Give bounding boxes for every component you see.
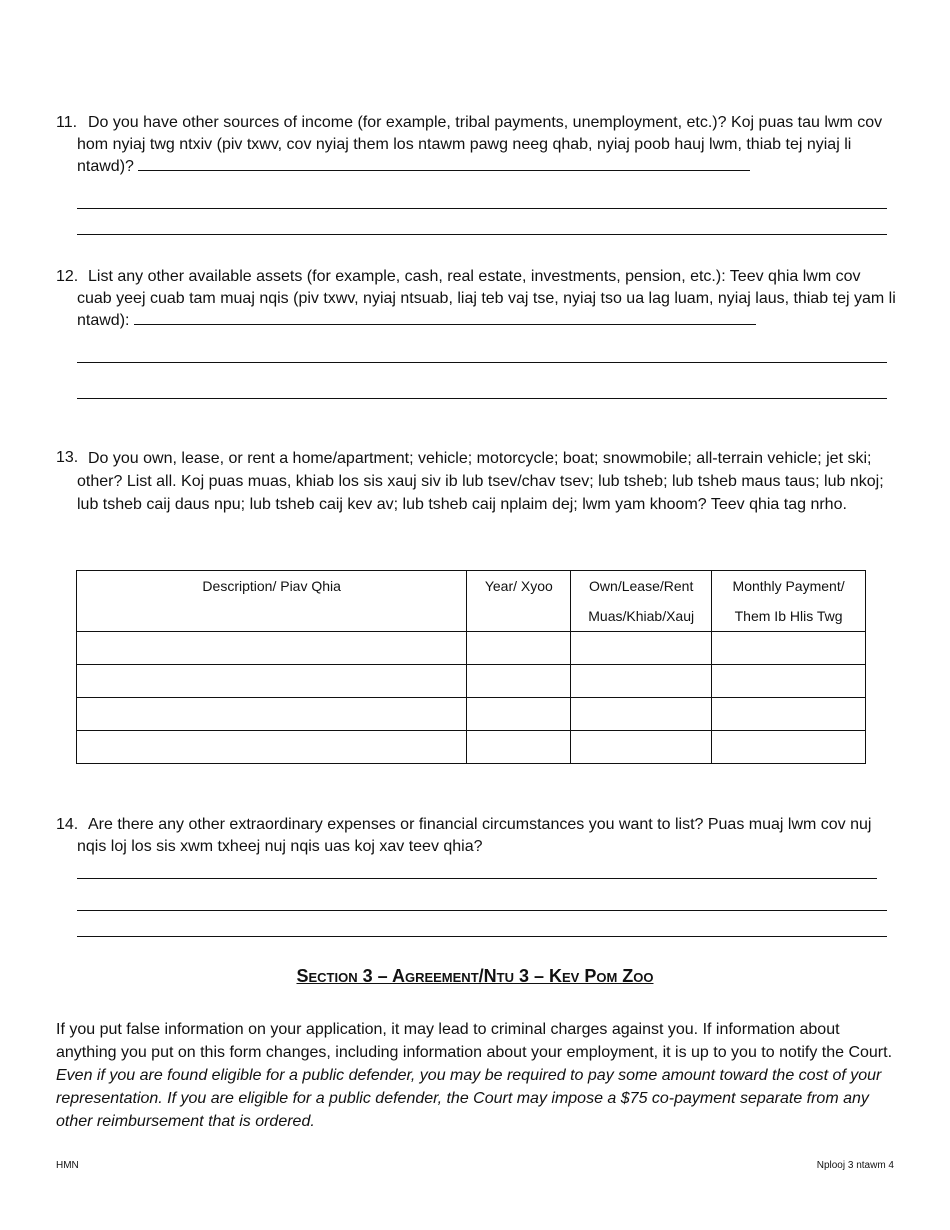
question-text: Do you own, lease, or rent a home/apartment; vehicle; motorcycle; boat; snowmobile; all-terrain vehicle; jet ski; other? List all. Koj puas muas, khiab los sis xauj siv ib lub tsev/chav tsev; lub tsheb; lub tsheb maus taus; lub nkoj; lub tsheb caij daus npu; lub tsheb caij kev av; lub tsheb caij nplaim dej; lwm yam khoom? Teev qhia tag nrho. — [77, 450, 884, 513]
question-number: 13. — [56, 449, 79, 466]
header-label: Own/Lease/Rent — [589, 578, 694, 594]
table-cell[interactable] — [467, 731, 571, 764]
header-label: Year/ Xyoo — [484, 578, 553, 594]
table-row — [77, 698, 866, 731]
footer-page-number: Nplooj 3 ntawm 4 — [816, 1160, 894, 1171]
table-row — [77, 632, 866, 665]
question-text: List any other available assets (for example, cash, real estate, investments, pension, etc.): Teev qhia lwm cov cuab yeej cuab tam muaj nqis (piv txwv, nyiaj ntsuab, liaj teb vaj tse, nyiaj tso ua lag luam, nyiaj laus, thiab tej yam li ntawd): — [77, 268, 896, 329]
table-cell[interactable] — [467, 665, 571, 698]
header-label: Them Ib Hlis Twg — [734, 608, 843, 624]
header-label: Monthly Payment/ — [732, 578, 845, 594]
section-heading — [0, 966, 950, 987]
answer-line[interactable] — [77, 208, 887, 209]
question-text: Do you have other sources of income (for example, tribal payments, unemployment, etc.)? Koj puas tau lwm cov hom nyiaj twg ntxiv (piv txwv, cov nyiaj them los ntawm pawg neeg qhab, nyiaj poob hauj lwm, thiab tej nyiaj li ntawd)? — [77, 114, 883, 175]
table-cell[interactable] — [77, 665, 467, 698]
answer-line[interactable] — [138, 156, 750, 171]
table-cell[interactable] — [77, 731, 467, 764]
section-title: Section 3 – Agreement/Ntu 3 – Kev Pom Zoo — [296, 966, 654, 986]
table-cell[interactable] — [712, 731, 866, 764]
table-cell[interactable] — [467, 632, 571, 665]
question-number: 12. — [56, 268, 79, 285]
agreement-italic-text: Even if you are found eligible for a public defender, you may be required to pay some amount toward the cost of your representation. If you are eligible for a public defender, the Court may impose a $75 co-payment separate from any other reimbursement that is ordered. — [56, 1067, 882, 1130]
question-11 — [56, 112, 896, 178]
table-cell[interactable] — [77, 698, 467, 731]
footer-language-code: HMN — [56, 1160, 79, 1171]
question-12 — [56, 266, 896, 332]
answer-line[interactable] — [77, 398, 887, 399]
assets-table — [76, 570, 866, 764]
table-cell[interactable] — [571, 665, 712, 698]
table-row — [77, 665, 866, 698]
answer-line[interactable] — [77, 910, 887, 911]
answer-line[interactable] — [77, 878, 877, 879]
header-label: Description/ Piav Qhia — [202, 578, 341, 594]
agreement-text: If you put false information on your application, it may lead to criminal charges against you. If information about anything you put on this form changes, including information about your employment, it is up to you to notify the Court. — [56, 1021, 893, 1061]
header-monthly-payment — [712, 571, 866, 632]
table-cell[interactable] — [467, 698, 571, 731]
table-cell[interactable] — [571, 731, 712, 764]
question-number: 11. — [56, 114, 78, 131]
answer-line[interactable] — [77, 936, 887, 937]
header-year — [467, 571, 571, 632]
question-number: 14. — [56, 816, 79, 833]
header-description — [77, 571, 467, 632]
table-header-row — [77, 571, 866, 632]
answer-line[interactable] — [77, 234, 887, 235]
header-own-lease-rent — [571, 571, 712, 632]
answer-line[interactable] — [134, 310, 756, 325]
question-14 — [56, 814, 896, 858]
header-label: Muas/Khiab/Xauj — [588, 608, 695, 624]
table-cell[interactable] — [571, 698, 712, 731]
table-cell[interactable] — [712, 698, 866, 731]
table-cell[interactable] — [77, 632, 467, 665]
agreement-paragraph — [56, 1018, 896, 1133]
table-cell[interactable] — [712, 632, 866, 665]
answer-line[interactable] — [77, 362, 887, 363]
table-cell[interactable] — [571, 632, 712, 665]
question-13 — [56, 447, 896, 516]
question-text: Are there any other extraordinary expenses or financial circumstances you want to list? Puas muaj lwm cov nuj nqis loj los sis xwm txheej nuj nqis uas koj xav teev qhia? — [77, 816, 872, 855]
table-row — [77, 731, 866, 764]
table-cell[interactable] — [712, 665, 866, 698]
